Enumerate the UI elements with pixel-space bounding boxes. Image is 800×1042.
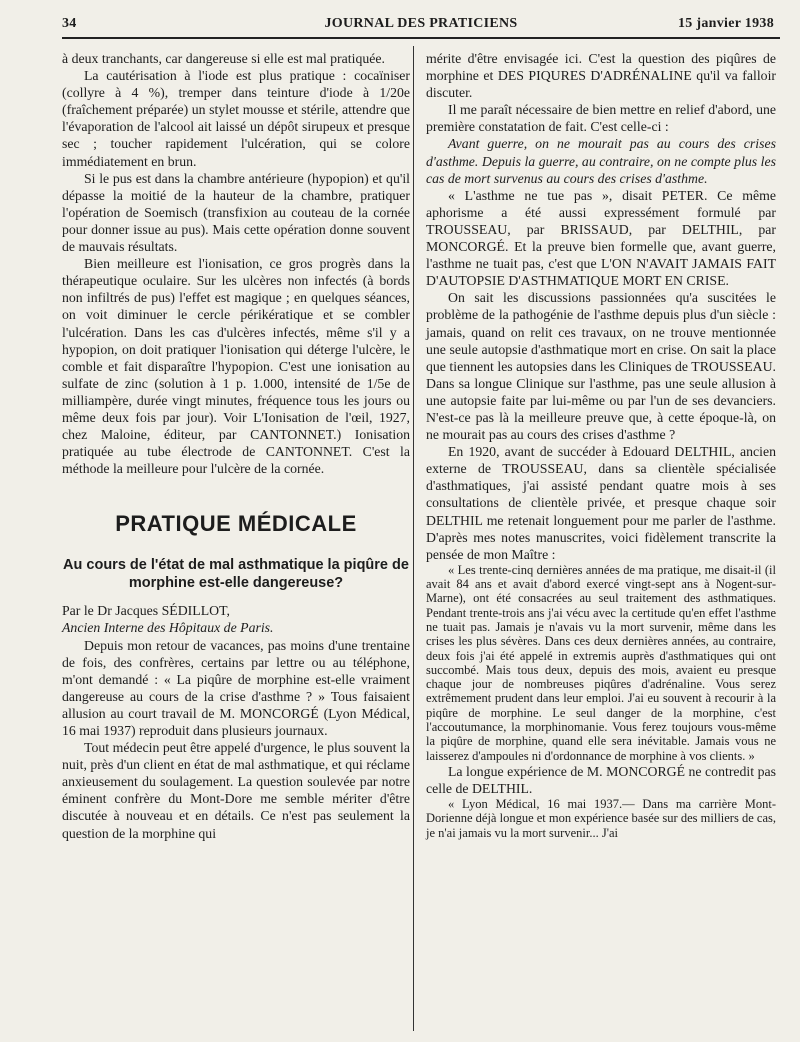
paragraph: Tout médecin peut être appelé d'urgence, le plus souvent la nuit, près d'un client en état de mal asthmatique, et qui réclame anxieusement du soulagement. La question soulevée par notre éminent confrère du Mont-Dore me semble mériter d'être discutée à nouveau et en détails. Ce n'est pas seulement la question de la morphine qui (62, 740, 410, 841)
issue-date: 15 janvier 1938 (677, 16, 774, 31)
right-column (426, 50, 776, 840)
page-number: 34 (62, 16, 77, 31)
article-title: Au cours de l'état de mal asthmatique la piqûre de morphine est-elle dangereuse? (63, 557, 409, 591)
page-header (62, 16, 780, 36)
footnote: « Lyon Médical, 16 mai 1937.— Dans ma carrière Mont-Dorienne déjà longue et mon expérience basée sur des milliers de cas, je n'ai jamais vu la mort survenir... J'ai (426, 797, 776, 840)
paragraph: « L'asthme ne tue pas », disait PETER. Ce même aphorisme a été aussi expressément formulé par TROUSSEAU, par BRISSAUD, par DELTHIL, par MONCORGÉ. Et la preuve bien formelle que, avant guerre, l'asthme ne tuait pas, c'est que L'ON N'AVAIT JAMAIS FAIT D'AUTOPSIE D'ASTHMATIQUE MORT EN CRISE. (426, 187, 776, 289)
paragraph: Il me paraît nécessaire de bien mettre en relief d'abord, une première constatation de fait. C'est celle-ci : (426, 102, 776, 135)
paragraph: La cautérisation à l'iode est plus pratique : cocaïniser (collyre à 4 %), tremper dans teinture d'iode à 1/20e (fraîchement préparée) un stylet mousse et stérile, attendre que l'évaporation de l'alcool ait laissé un dépôt sirupeux et presque sec ; toucher rapidement l'ulcération, qui se colore immédiatement en brun. (62, 68, 410, 169)
journal-title: JOURNAL DES PRATICIENS (324, 16, 518, 31)
paragraph: Depuis mon retour de vacances, pas moins d'une trentaine de fois, des confrères, certains par lettre ou au téléphone, m'ont demandé : « La piqûre de morphine est-elle vraiment dangereuse au cours de la crise d'asthme ? » Tous faisaient allusion au court travail de M. MONCORGÉ (Lyon Médical, 16 mai 1937) reproduit dans plusieurs journaux. (62, 637, 410, 738)
column-divider (413, 46, 414, 1031)
left-column (62, 50, 410, 842)
quoted-passage: « Les trente-cinq dernières années de ma pratique, me disait-il (il avait 84 ans et avait d'abord exercé vingt-sept ans à Nogent-sur-Marne), ont été consacrées au seul traitement des asthmatiques. Pendant trente-trois ans j'ai vécu avec la certitude qu'en effet l'asthme ne tuait pas. Jamais je n'avais vu la mort survenir, même dans les crises les plus sévères. Dans ces deux dernières années, au contraire, deux fois j'ai été appelé in extremis auprès d'asthmatiques qui ont succombé. Mais tous deux, depuis des mois, avaient eu presque chaque jour de nombreuses piqûres d'adrénaline. Vous serez extrêmement prudent dans leur emploi. J'ai eu souvent à recourir à la piqûre de morphine. Le seul danger de la morphine, c'est l'accoutumance, la morphinomanie. Vous ferez toujours vous-même la piqûre de morphine, quand elle sera inévitable. Jamais vous ne laisserez d'ampoules ni d'ordonnance de morphine à vos clients. » (426, 562, 776, 763)
paragraph: mérite d'être envisagée ici. C'est la question des piqûres de morphine et DES PIQURES D'ADRÉNALINE qu'il va falloir discuter. (426, 51, 776, 101)
paragraph: Bien meilleure est l'ionisation, ce gros progrès dans la thérapeutique oculaire. Sur les ulcères non infectés (à bords non infiltrés de pus) l'effet est magique ; en quelques séances, on voit diminuer le cercle périkératique et se combler l'ulcération. Dans les cas d'ulcères infectés, même s'il y a hypopion, on doit pratiquer l'ionisation qui déterge l'ulcère, le comble et fait disparaître l'hypopion. C'est une ionisation au sulfate de zinc (solution à 1 p. 1.000, intensité de 1/5e de milliampère, durée vingt minutes, fréquence tous les jours ou même deux fois par jour). Voir L'Ionisation de l'œil, 1927, chez Maloine, éditeur, par CANTONNET.) Ionisation pratiquée au tube électrode de CANTONNET. C'est la méthode la meilleure pour l'ulcère de la cornée. (62, 256, 410, 477)
paragraph: Si le pus est dans la chambre antérieure (hypopion) et qu'il dépasse la moitié de la hauteur de la chambre, pratiquer l'opération de Soemisch (transfixion au couteau de la cornée pour donner issue au pus). Mais cette opération donne souvent de mauvais résultats. (62, 170, 410, 255)
paragraph: En 1920, avant de succéder à Edouard DELTHIL, ancien externe de TROUSSEAU, dans sa clientèle spécialisée d'asthmatiques, j'ai assisté pendant quatre mois à ses consultations de clientèle privée, et presque chaque soir DELTHIL me retenait longuement pour me parler de l'asthme. D'après mes notes manuscrites, voici fidèlement transcrite la pensée de mon Maître : (426, 444, 776, 562)
author-affiliation: Ancien Interne des Hôpitaux de Paris. (62, 620, 274, 636)
paragraph: La longue expérience de M. MONCORGÉ ne contredit pas celle de DELTHIL. (426, 763, 776, 797)
paragraph: à deux tranchants, car dangereuse si elle est mal pratiquée. (62, 51, 385, 66)
emphasized-statement: Avant guerre, on ne mourait pas au cours des crises d'asthme. Depuis la guerre, au contraire, on ne compte plus les cas de mort survenus au cours des crises d'asthme. (426, 136, 776, 186)
author-byline: Par le Dr Jacques SÉDILLOT, (62, 603, 230, 619)
header-rule (62, 37, 780, 39)
paragraph: On sait les discussions passionnées qu'a suscitées le problème de la pathogénie de l'asthme depuis plus d'un siècle : jamais, quand on relit ces travaux, on ne trouve mentionnée une seule autopsie d'asthmatique mort en crise. On sait la place que tiennent les autopsies dans les Cliniques de TROUSSEAU. Dans sa longue Clinique sur l'asthme, pas une seule allusion à une autopsie faite par lui-même ou par l'un de ses devanciers. N'est-ce pas là la meilleure preuve que, à cette époque-là, on ne mourait pas au cours des crises d'asthme ? (426, 290, 776, 443)
section-heading: PRATIQUE MÉDICALE (115, 511, 357, 537)
